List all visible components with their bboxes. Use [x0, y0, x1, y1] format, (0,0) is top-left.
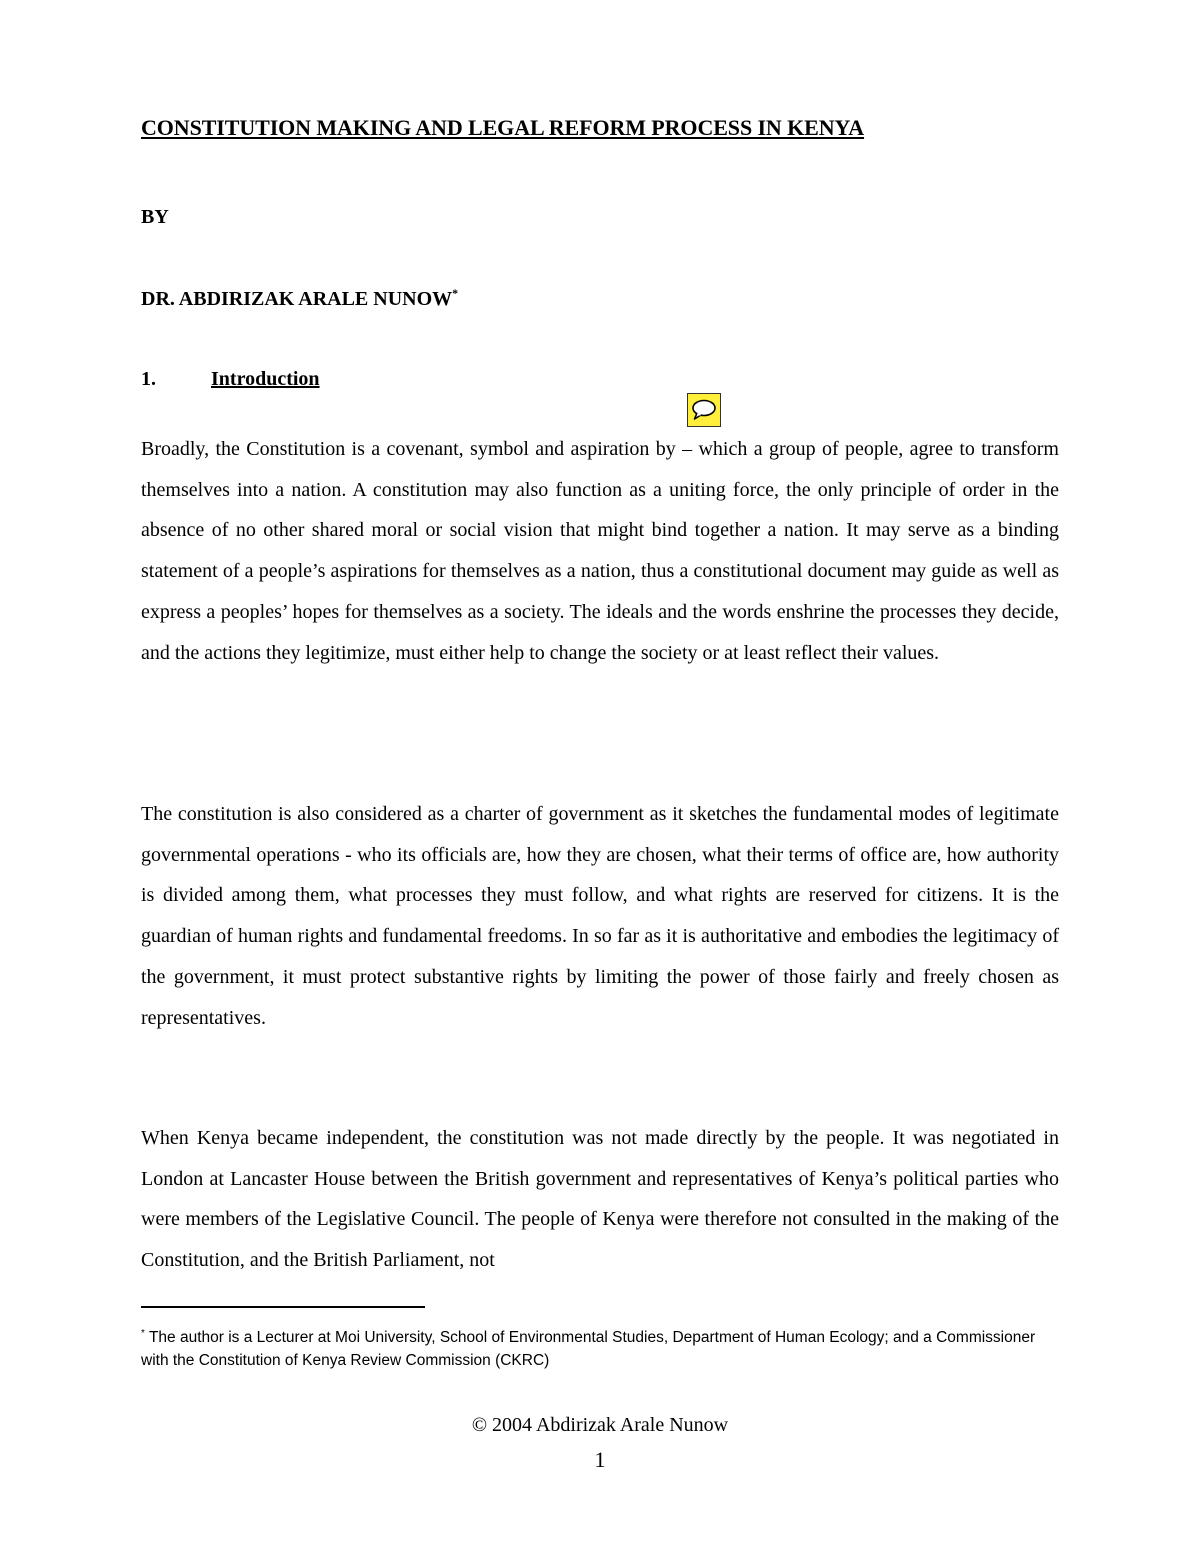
paragraph-2: The constitution is also considered as a charter of government as it sketches the fundamental modes of legitimate governmental operations - who its officials are, how they are chosen, what their terms of office are, how authority is divided among them, what processes they must follow, and what rights are reserved for citizens. It is the guardian of human rights and fundamental freedoms. In so far as it is authoritative and embodies the legitimacy of the government, it must protect substantive rights by limiting the power of those fairly and freely chosen as representatives.	[141, 803, 1059, 1029]
footnote-separator	[141, 1306, 425, 1308]
paragraph-3: When Kenya became independent, the constitution was not made directly by the people. It was negotiated in London at Lancaster House between the British government and representatives of Kenya’s political parties who were members of the Legislative Council. The people of Kenya were therefore not consulted in the making of the Constitution, and the British Parliament, not	[141, 1127, 1059, 1272]
speech-bubble-comment-icon[interactable]	[687, 393, 721, 427]
page-number: 1	[594, 1447, 606, 1472]
footnote-text: The author is a Lecturer at Moi University, School of Environmental Studies, Department of Human Ecology; and a Commissioner with the Constitution of Kenya Review Commission (CKRC)	[141, 1329, 1036, 1369]
author-footnote-marker[interactable]: *	[452, 286, 459, 300]
section-title: Introduction	[211, 368, 320, 390]
section-number: 1.	[141, 368, 156, 390]
footnote	[141, 1322, 1061, 1372]
footnote-marker: *	[141, 1328, 145, 1339]
byline-label: BY	[141, 206, 169, 228]
author-name	[141, 286, 458, 311]
section-heading	[141, 368, 320, 391]
copyright-notice: © 2004 Abdirizak Arale Nunow	[471, 1414, 729, 1436]
paragraph-1: Broadly, the Constitution is a covenant, symbol and aspiration by – which a group of people, agree to transform themselves into a nation. A constitution may also function as a uniting force, the only principle of order in the absence of no other shared moral or social vision that might bind together a nation. It may serve as a binding statement of a people’s aspirations for themselves as a nation, thus a constitutional document may guide as well as express a peoples’ hopes for themselves as a society. The ideals and the words enshrine the processes they decide, and the actions they legitimize, must either help to change the society or at least reflect their values.	[141, 438, 1059, 664]
document-title: CONSTITUTION MAKING AND LEGAL REFORM PROCESS IN KENYA	[141, 115, 865, 140]
author-name-text: DR. ABDIRIZAK ARALE NUNOW	[141, 288, 453, 310]
